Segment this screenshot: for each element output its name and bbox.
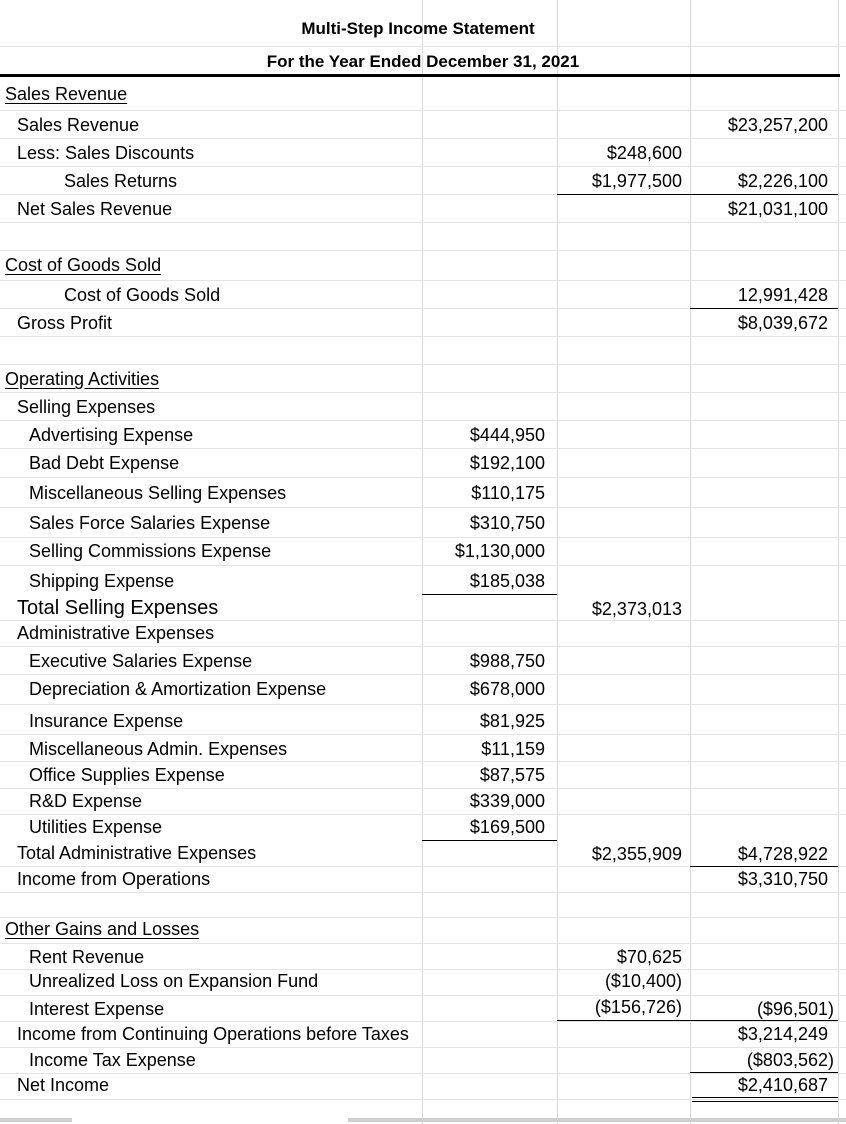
label-selling-item: Advertising Expense	[29, 425, 194, 445]
gridline	[0, 788, 846, 789]
label-cogs: Cost of Goods Sold	[64, 285, 221, 305]
gridline	[0, 1047, 846, 1048]
label-continuing-operations: Income from Continuing Operations before Taxes	[17, 1024, 409, 1044]
label-admin-item: Office Supplies Expense	[29, 765, 225, 785]
label-admin-expenses: Administrative Expenses	[17, 623, 215, 643]
gridline	[0, 814, 846, 815]
value-net-income: $2,410,687	[737, 1075, 828, 1095]
label-unrealized-loss: Unrealized Loss on Expansion Fund	[29, 971, 319, 991]
gridline	[0, 364, 846, 365]
gridline	[0, 1118, 72, 1122]
value-total-operating: $4,728,922	[737, 844, 828, 864]
label-interest-expense: Interest Expense	[29, 999, 165, 1019]
value-income-operations: $3,310,750	[737, 869, 828, 889]
gridline	[0, 943, 846, 944]
label-selling-item: Selling Commissions Expense	[29, 541, 272, 561]
gridline	[0, 995, 846, 996]
gridline	[0, 646, 846, 647]
label-selling-item: Miscellaneous Selling Expenses	[29, 483, 287, 503]
underline	[557, 194, 690, 195]
gridline	[0, 537, 846, 538]
underline	[690, 866, 838, 867]
label-net-sales: Net Sales Revenue	[17, 199, 173, 219]
label-total-selling: Total Selling Expenses	[17, 597, 219, 619]
label-gross-profit: Gross Profit	[17, 313, 113, 333]
gridline	[0, 507, 846, 508]
value-selling-item: $185,038	[469, 571, 545, 591]
gridline	[0, 138, 846, 139]
label-selling-item: Shipping Expense	[29, 571, 175, 591]
value-net-sales: $21,031,100	[727, 199, 828, 219]
label-admin-item: Insurance Expense	[29, 711, 184, 731]
value-admin-item: $11,159	[481, 739, 545, 759]
value-selling-item: $310,750	[469, 513, 545, 533]
label-selling-expenses: Selling Expenses	[17, 397, 156, 417]
label-selling-item: Bad Debt Expense	[29, 453, 180, 473]
label-selling-item: Sales Force Salaries Expense	[29, 513, 271, 533]
section-cogs: Cost of Goods Sold	[5, 255, 162, 275]
gridline	[557, 0, 558, 1124]
gridline	[0, 166, 846, 167]
value-admin-item: $87,575	[479, 765, 545, 785]
gridline	[422, 0, 423, 1124]
value-continuing-operations: $3,214,249	[737, 1024, 828, 1044]
gridline	[0, 392, 846, 393]
gridline	[0, 110, 846, 111]
underline	[422, 594, 557, 595]
gridline	[0, 336, 846, 337]
label-rent-revenue: Rent Revenue	[29, 947, 145, 967]
underline	[690, 308, 838, 309]
gridline	[0, 46, 846, 47]
value-sales-discounts: $248,600	[606, 143, 682, 163]
label-admin-item: Miscellaneous Admin. Expenses	[29, 739, 288, 759]
section-sales-revenue: Sales Revenue	[5, 84, 128, 104]
double-underline	[692, 1097, 838, 1098]
label-sales-revenue: Sales Revenue	[17, 115, 140, 135]
value-interest-expense: ($156,726)	[594, 997, 682, 1017]
label-sales-returns: Sales Returns	[64, 171, 178, 191]
value-admin-item: $81,925	[479, 711, 545, 731]
gridline	[0, 448, 846, 449]
label-sales-discounts: Less: Sales Discounts	[17, 143, 195, 163]
underline	[690, 194, 838, 195]
value-admin-item: $339,000	[469, 791, 545, 811]
label-income-operations: Income from Operations	[17, 869, 211, 889]
value-unrealized-loss: ($10,400)	[604, 971, 682, 991]
gridline	[0, 704, 846, 705]
gridline	[0, 565, 846, 566]
section-operating: Operating Activities	[5, 369, 160, 389]
underline	[690, 1072, 838, 1073]
gridline	[0, 1021, 846, 1022]
value-gross-profit: $8,039,672	[737, 313, 828, 333]
gridline	[0, 477, 846, 478]
underline	[690, 1020, 838, 1021]
statement-title: Multi-Step Income Statement	[301, 19, 535, 38]
value-cogs: 12,991,428	[737, 285, 828, 305]
gridline	[838, 0, 839, 1124]
label-net-income: Net Income	[17, 1075, 110, 1095]
statement-period: For the Year Ended December 31, 2021	[266, 52, 580, 71]
label-admin-item: Depreciation & Amortization Expense	[29, 679, 327, 699]
gridline	[0, 969, 846, 970]
gridline	[690, 0, 691, 1124]
value-rent-revenue: $70,625	[616, 947, 682, 967]
label-admin-item: Utilities Expense	[29, 817, 163, 837]
label-admin-item: R&D Expense	[29, 791, 143, 811]
value-income-tax: ($803,562)	[746, 1050, 834, 1070]
gridline	[0, 734, 846, 735]
value-total-selling: $2,373,013	[591, 599, 682, 619]
label-total-admin: Total Administrative Expenses	[17, 843, 257, 863]
gridline	[0, 250, 846, 251]
value-admin-item: $678,000	[469, 679, 545, 699]
underline	[557, 1020, 690, 1021]
value-selling-item: $1,130,000	[454, 541, 545, 561]
gridline	[0, 280, 846, 281]
value-total-admin: $2,355,909	[591, 844, 682, 864]
value-admin-item: $988,750	[469, 651, 545, 671]
value-selling-item: $444,950	[469, 425, 545, 445]
header-rule	[0, 74, 840, 77]
value-selling-item: $110,175	[471, 483, 545, 503]
gridline	[0, 674, 846, 675]
section-other-gains-losses: Other Gains and Losses	[5, 919, 200, 939]
gridline	[0, 420, 846, 421]
value-sales-revenue: $23,257,200	[727, 115, 828, 135]
label-income-tax: Income Tax Expense	[29, 1050, 196, 1070]
value-other-total: ($96,501)	[756, 999, 834, 1019]
value-returns-total: $2,226,100	[737, 171, 828, 191]
gridline	[0, 222, 846, 223]
gridline	[0, 761, 846, 762]
value-admin-item: $169,500	[469, 817, 545, 837]
double-underline	[692, 1101, 838, 1102]
gridline	[0, 1073, 846, 1074]
gridline	[0, 620, 846, 621]
label-admin-item: Executive Salaries Expense	[29, 651, 253, 671]
underline	[422, 840, 557, 841]
gridline	[348, 1118, 846, 1122]
value-sales-returns: $1,977,500	[591, 171, 682, 191]
gridline	[0, 1099, 846, 1100]
value-selling-item: $192,100	[469, 453, 545, 473]
gridline	[0, 917, 846, 918]
gridline	[0, 892, 846, 893]
